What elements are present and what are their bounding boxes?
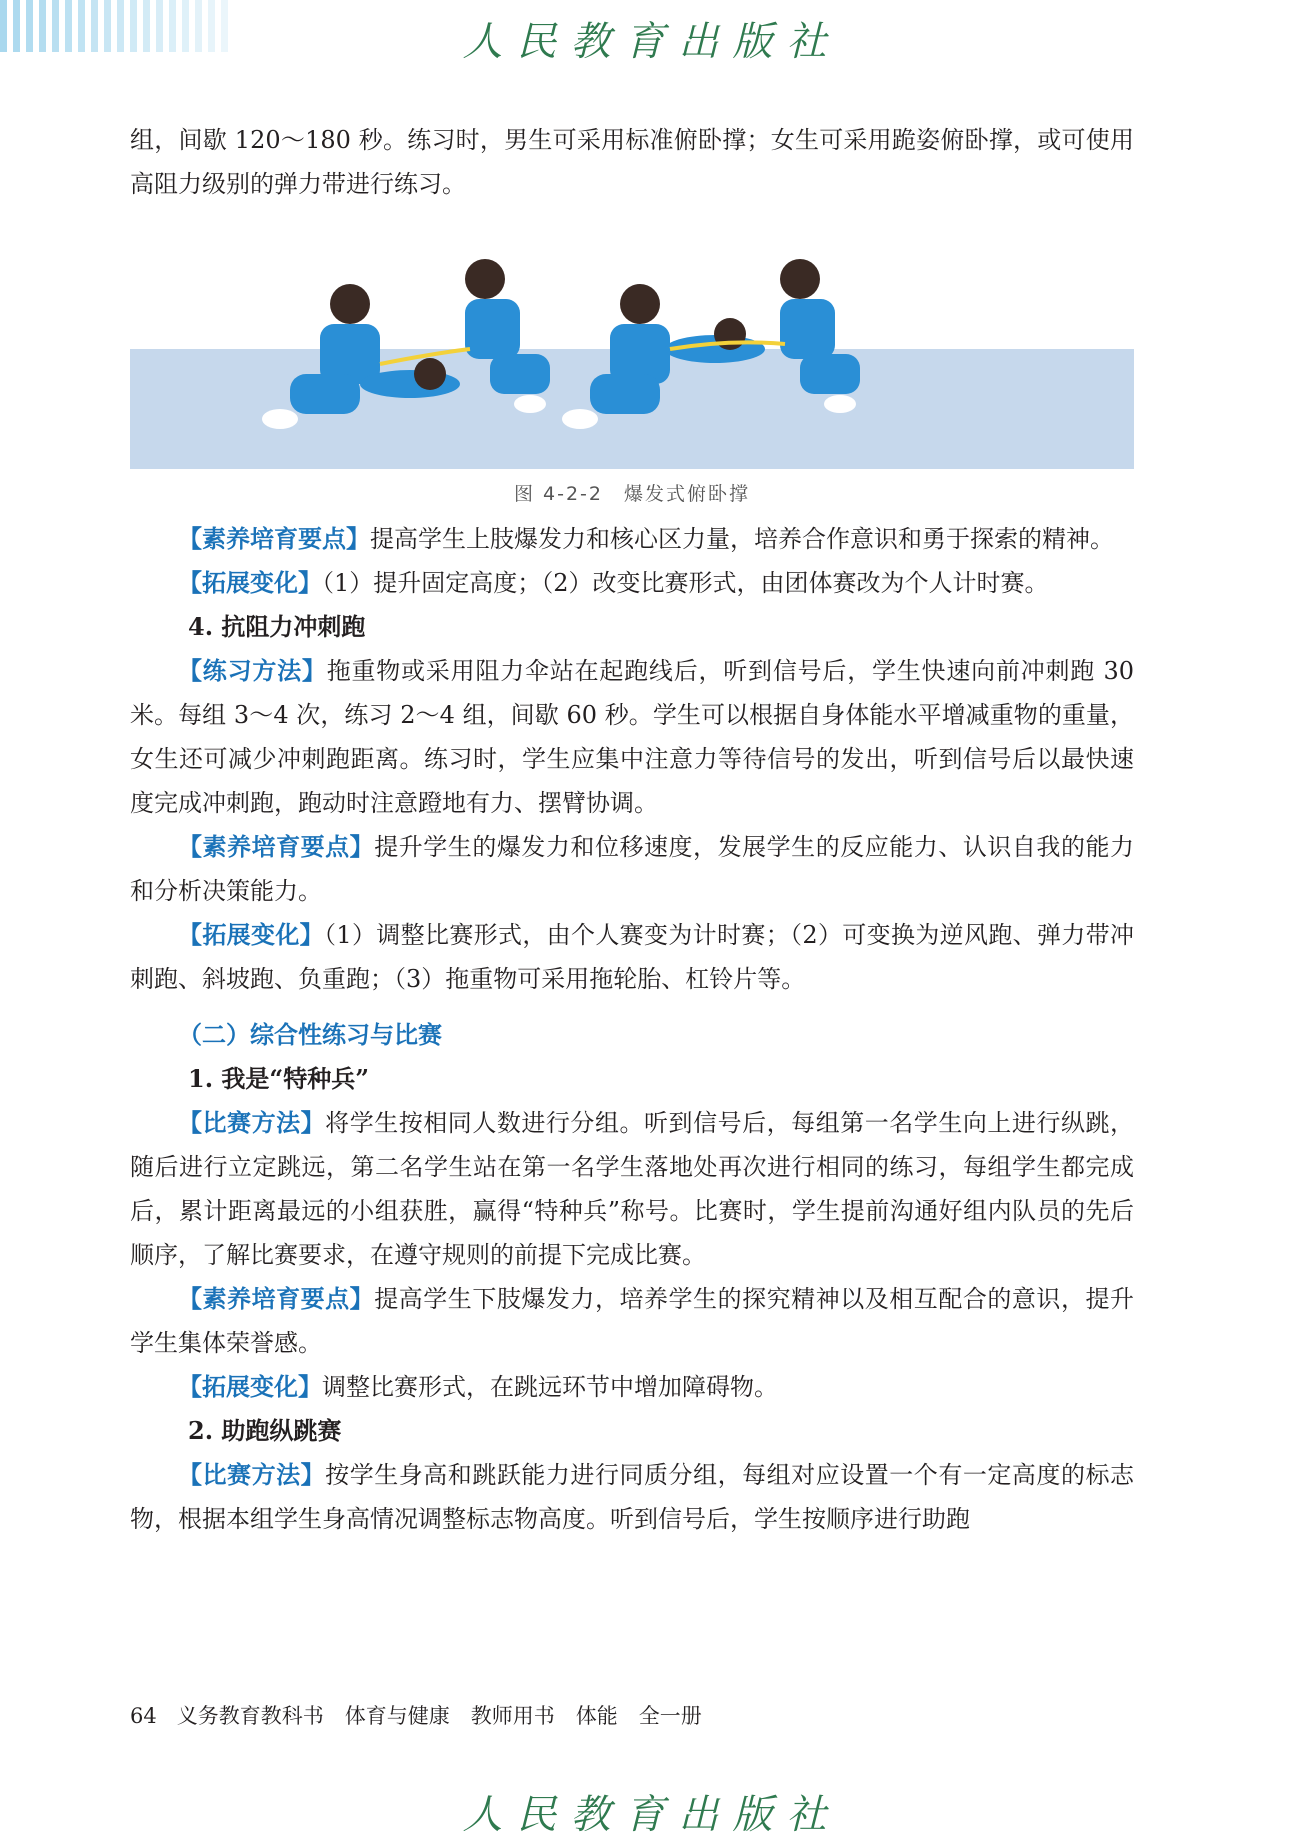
heading-2: 2. 助跑纵跳赛 <box>188 1416 342 1445</box>
paragraph-text: 调整比赛形式，在跳远环节中增加障碍物。 <box>322 1373 778 1401</box>
publisher-logo: 人民教育出版社 <box>462 19 841 65</box>
paragraph-5 <box>130 913 1134 1001</box>
paragraph-text: 按学生身高和跳跃能力进行同质分组，每组对应设置一个有一定高度的标志物，根据本组学生身高情况调整标志物高度。听到信号后，学生按顺序进行助跑 <box>130 1461 1135 1533</box>
paragraph-text: 将学生按相同人数进行分组。听到信号后，每组第一名学生向上进行纵跳，随后进行立定跳远，第二名学生站在第一名学生落地处再次进行相同的练习，每组学生都完成后，累计距离最远的小组获胜，赢得“特种兵”称号。比赛时，学生提前沟通好组内队员的先后顺序，了解比赛要求，在遵守规则的前提下完成比赛。 <box>130 1109 1135 1269</box>
tag-label: 【拓展变化】 <box>178 920 325 949</box>
heading-1: 1. 我是“特种兵” <box>188 1064 370 1093</box>
tag-label: 【素养培育要点】 <box>178 1284 375 1313</box>
tag-label: 【比赛方法】 <box>178 1460 326 1489</box>
paragraph-text: 提高学生上肢爆发力和核心区力量，培养合作意识和勇于探索的精神。 <box>370 525 1114 553</box>
tag-label: 【素养培育要点】 <box>178 524 370 553</box>
paragraph-7 <box>130 1277 1134 1365</box>
page-content <box>130 118 1134 1541</box>
paragraph-6 <box>130 1101 1134 1277</box>
paragraph-text: 提升学生的爆发力和位移速度，发展学生的反应能力、认识自我的能力和分析决策能力。 <box>130 833 1135 905</box>
publisher-logo-footer: 人民教育出版社 <box>462 1792 841 1838</box>
paragraph-3 <box>130 649 1134 825</box>
paragraph-text: 提高学生下肢爆发力，培养学生的探究精神以及相互配合的意识，提升学生集体荣誉感。 <box>130 1285 1135 1357</box>
tag-label: 【练习方法】 <box>178 656 327 685</box>
page-footer <box>130 1700 722 1730</box>
paragraph-text: 拖重物或采用阻力伞站在起跑线后，听到信号后，学生快速向前冲刺跑 30 米。每组 3～4 次，练习 2～4 组，间歇 60 秒。学生可以根据自身体能水平增减重物的重量，女生还可减少冲刺跑距离。练习时，学生应集中注意力等待信号的发出，听到信号后以最快速度完成冲刺跑，跑动时注意蹬地有力、摆臂协调。 <box>130 657 1135 817</box>
tag-label: 【拓展变化】 <box>178 1372 322 1401</box>
paragraph-4 <box>130 825 1134 913</box>
tag-label: 【素养培育要点】 <box>178 832 375 861</box>
tag-label: 【拓展变化】 <box>178 568 322 597</box>
section-heading: （二）综合性练习与比赛 <box>178 1020 442 1049</box>
figure-drawing <box>130 254 1134 469</box>
book-title: 义务教育教科书 体育与健康 教师用书 体能 全一册 <box>176 1704 702 1728</box>
heading-4: 4. 抗阻力冲刺跑 <box>188 612 366 641</box>
paragraph-text: （1）提升固定高度；（2）改变比赛形式，由团体赛改为个人计时赛。 <box>322 569 1049 597</box>
paragraph-9 <box>130 1453 1134 1541</box>
tag-label: 【比赛方法】 <box>178 1108 326 1137</box>
paragraph-1 <box>130 517 1134 561</box>
paragraph-2 <box>130 561 1134 605</box>
intro-paragraph: 组，间歇 120～180 秒。练习时，男生可采用标准俯卧撑；女生可采用跪姿俯卧撑，或可使用高阻力级别的弹力带进行练习。 <box>130 126 1134 198</box>
paragraph-8 <box>130 1365 1134 1409</box>
paragraph-text: （1）调整比赛形式，由个人赛变为计时赛；（2）可变换为逆风跑、弹力带冲刺跑、斜坡跑、负重跑；（3）拖重物可采用拖轮胎、杠铃片等。 <box>130 921 1135 993</box>
figure-caption: 图 4-2-2 爆发式俯卧撑 <box>513 483 751 505</box>
page-number: 64 <box>130 1704 157 1728</box>
pushup-illustration <box>130 254 1134 469</box>
